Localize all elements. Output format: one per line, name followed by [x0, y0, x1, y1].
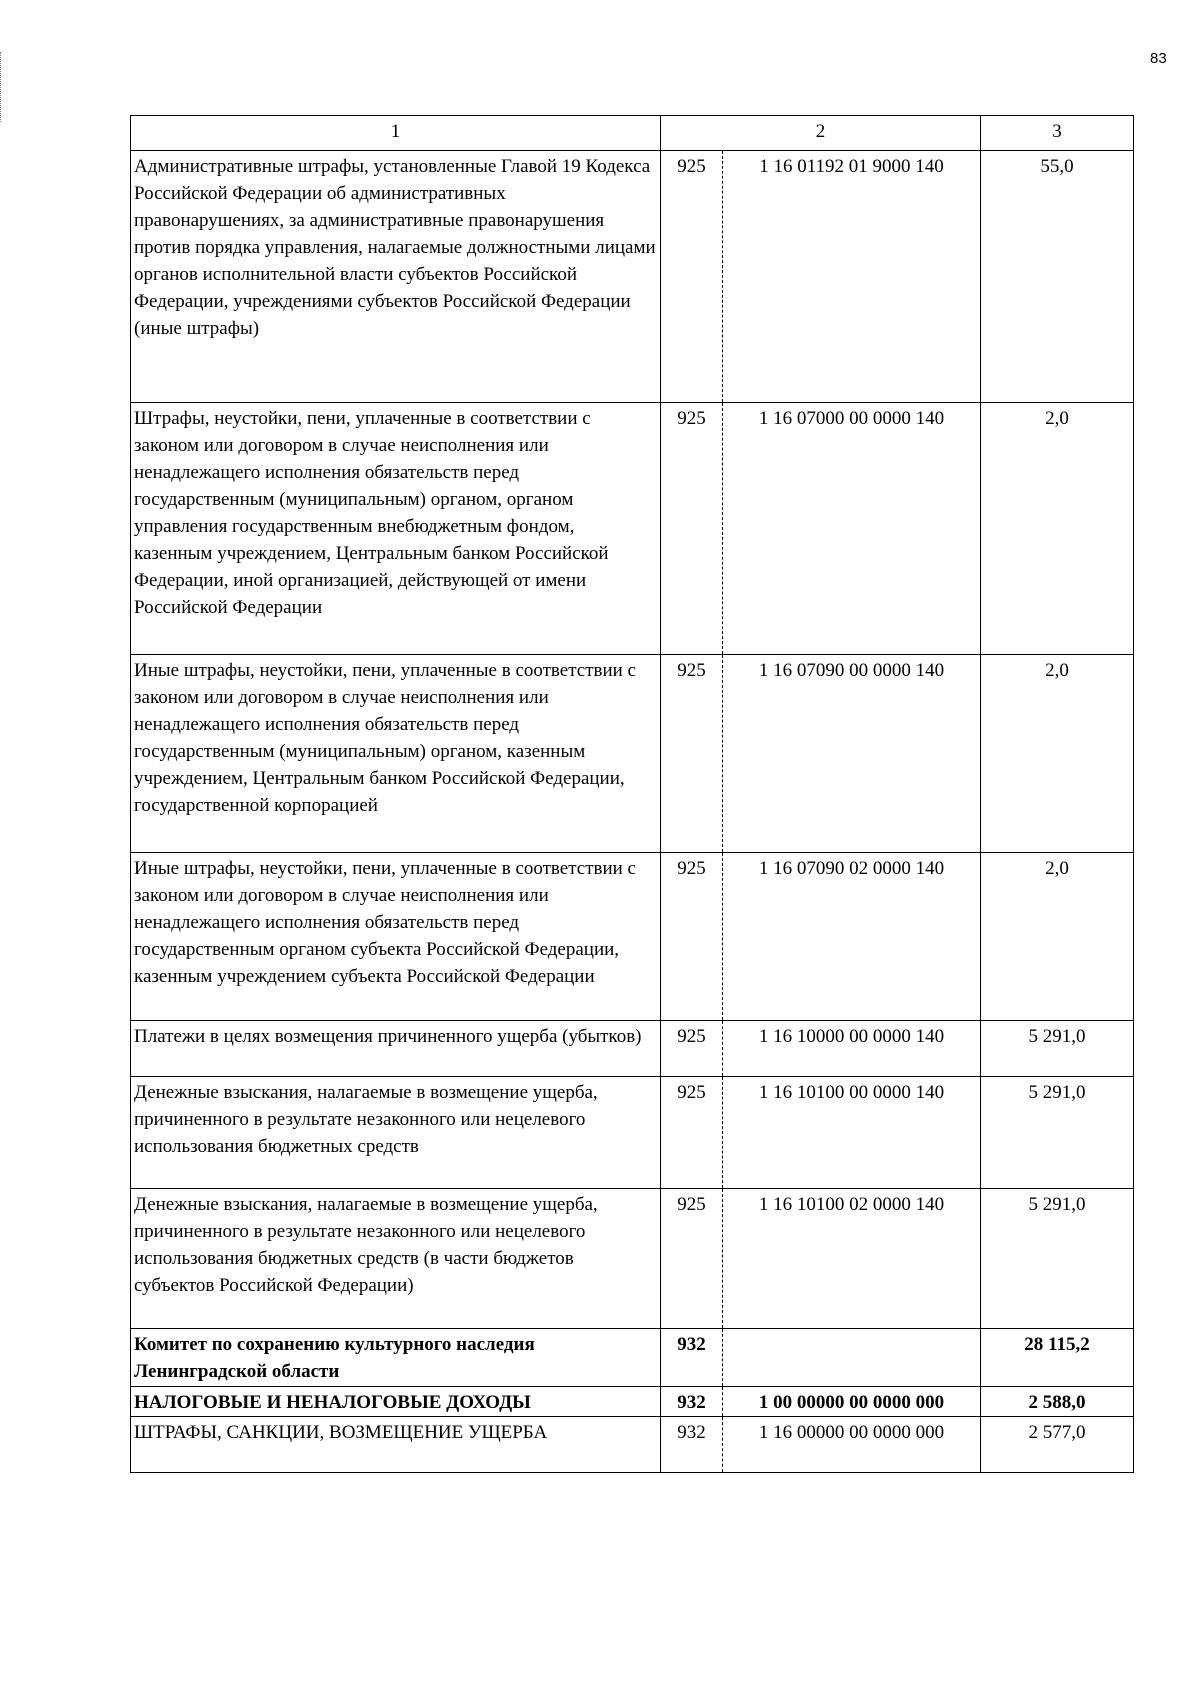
row-admin-code: 925 — [661, 403, 723, 655]
table-row — [131, 1189, 1134, 1329]
row-name: Комитет по сохранению культурного наследия Ленинградской области — [131, 1329, 661, 1387]
table-row — [131, 1077, 1134, 1189]
table-row — [131, 655, 1134, 853]
row-admin-code: 925 — [661, 1189, 723, 1329]
page-number: 83 — [1150, 50, 1167, 67]
table-row — [131, 1417, 1134, 1473]
row-name: Иные штрафы, неустойки, пени, уплаченные в соответствии с законом или договором в случае неисполнения или ненадлежащего исполнения обязательств перед государственным органом субъекта Российской Федерации, казенным учреждением субъекта Российской Федерации — [131, 853, 661, 1021]
table-header-row — [131, 116, 1134, 151]
row-budget-code: 1 16 07000 00 0000 140 — [723, 403, 981, 655]
row-budget-code: 1 16 00000 00 0000 000 — [723, 1417, 981, 1473]
row-amount: 5 291,0 — [981, 1189, 1134, 1329]
table-row — [131, 1387, 1134, 1417]
row-admin-code: 925 — [661, 1021, 723, 1077]
row-name: Иные штрафы, неустойки, пени, уплаченные в соответствии с законом или договором в случае неисполнения или ненадлежащего исполнения обязательств перед государственным (муниципальным) органом, казенным учреждением, Центральным банком Российской Федерации, государственной корпорацией — [131, 655, 661, 853]
row-budget-code: 1 16 10100 02 0000 140 — [723, 1189, 981, 1329]
row-name: Платежи в целях возмещения причиненного ущерба (убытков) — [131, 1021, 661, 1077]
row-budget-code: 1 16 10100 00 0000 140 — [723, 1077, 981, 1189]
row-amount: 2,0 — [981, 853, 1134, 1021]
row-budget-code: 1 16 07090 00 0000 140 — [723, 655, 981, 853]
row-budget-code: 1 16 07090 02 0000 140 — [723, 853, 981, 1021]
header-col-2: 2 — [661, 116, 981, 151]
row-admin-code: 932 — [661, 1329, 723, 1387]
table-row — [131, 853, 1134, 1021]
scan-edge-marks — [0, 52, 5, 122]
table-row — [131, 1021, 1134, 1077]
row-admin-code: 932 — [661, 1417, 723, 1473]
table-row — [131, 1329, 1134, 1387]
row-admin-code: 925 — [661, 853, 723, 1021]
row-amount: 5 291,0 — [981, 1021, 1134, 1077]
row-name: Штрафы, неустойки, пени, уплаченные в соответствии с законом или договором в случае неисполнения или ненадлежащего исполнения обязательств перед государственным (муниципальным) органом, органом управления государственным внебюджетным фондом, казенным учреждением, Центральным банком Российской Федерации, иной организацией, действующей от имени Российской Федерации — [131, 403, 661, 655]
row-budget-code: 1 16 01192 01 9000 140 — [723, 151, 981, 403]
table-row — [131, 151, 1134, 403]
row-amount: 2 577,0 — [981, 1417, 1134, 1473]
row-name: Денежные взыскания, налагаемые в возмещение ущерба, причиненного в результате незаконного или нецелевого использования бюджетных средств (в части бюджетов субъектов Российской Федерации) — [131, 1189, 661, 1329]
row-admin-code: 925 — [661, 151, 723, 403]
row-budget-code: 1 00 00000 00 0000 000 — [723, 1387, 981, 1417]
header-col-1: 1 — [131, 116, 661, 151]
row-amount: 2 588,0 — [981, 1387, 1134, 1417]
header-col-3: 3 — [981, 116, 1134, 151]
row-admin-code: 925 — [661, 655, 723, 853]
row-name: Денежные взыскания, налагаемые в возмещение ущерба, причиненного в результате незаконного или нецелевого использования бюджетных средств — [131, 1077, 661, 1189]
row-name: НАЛОГОВЫЕ И НЕНАЛОГОВЫЕ ДОХОДЫ — [131, 1387, 661, 1417]
row-admin-code: 925 — [661, 1077, 723, 1189]
row-amount: 28 115,2 — [981, 1329, 1134, 1387]
row-amount: 2,0 — [981, 655, 1134, 853]
row-name: ШТРАФЫ, САНКЦИИ, ВОЗМЕЩЕНИЕ УЩЕРБА — [131, 1417, 661, 1473]
row-budget-code — [723, 1329, 981, 1387]
row-amount: 55,0 — [981, 151, 1134, 403]
row-budget-code: 1 16 10000 00 0000 140 — [723, 1021, 981, 1077]
row-amount: 5 291,0 — [981, 1077, 1134, 1189]
row-admin-code: 932 — [661, 1387, 723, 1417]
row-name: Административные штрафы, установленные Главой 19 Кодекса Российской Федерации об административных правонарушениях, за административные правонарушения против порядка управления, налагаемые должностными лицами органов исполнительной власти субъектов Российской Федерации, учреждениями субъектов Российской Федерации (иные штрафы) — [131, 151, 661, 403]
row-amount: 2,0 — [981, 403, 1134, 655]
table-row — [131, 403, 1134, 655]
revenue-table — [130, 115, 1134, 1473]
